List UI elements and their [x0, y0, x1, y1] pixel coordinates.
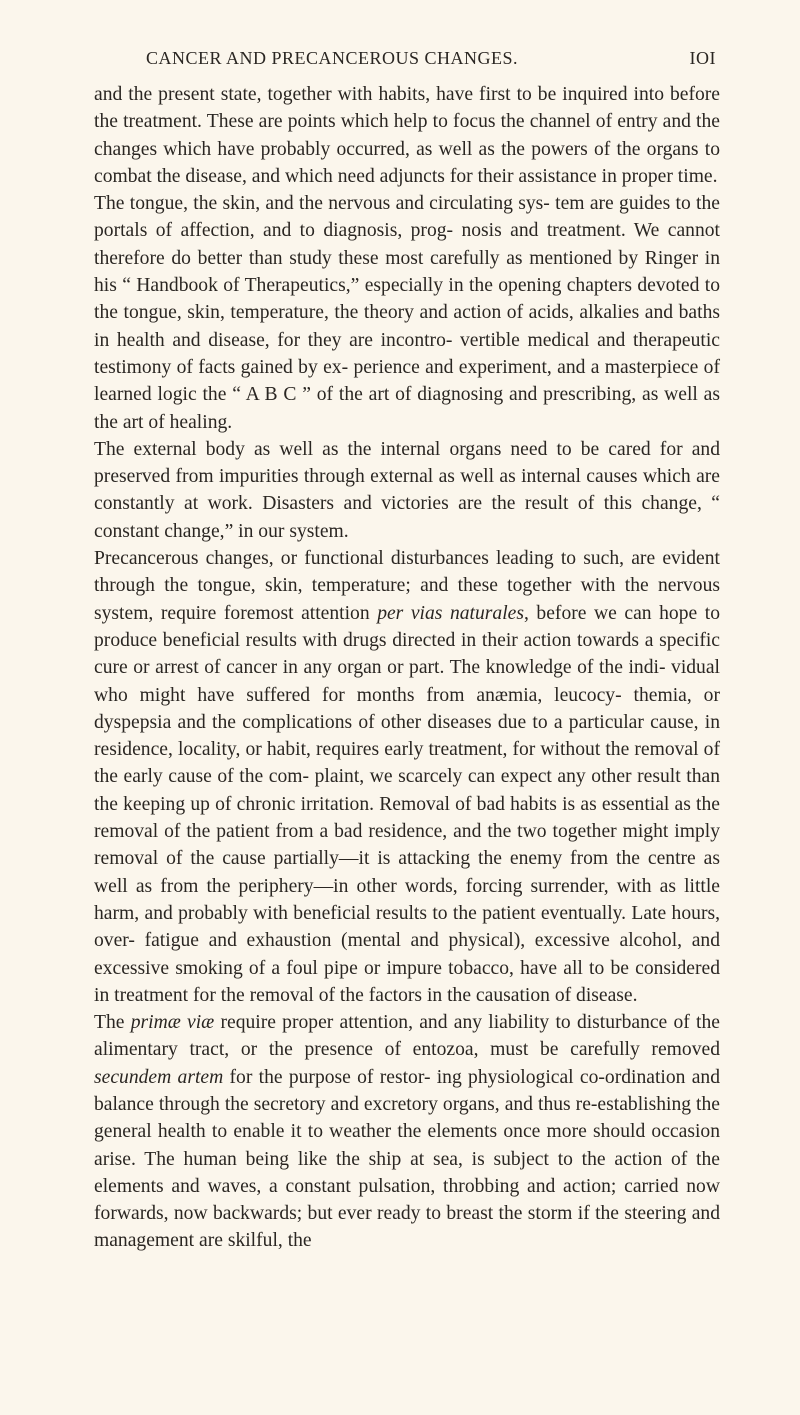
text-run: The external body as well as the internal organs need to be cared for and preserved from impurities through external as well as internal causes which are constantly at work. Disasters and victories are the result of this change, “ constant change,” in our system. — [94, 438, 720, 542]
text-run: The — [94, 1012, 131, 1034]
paragraph — [94, 1009, 720, 1255]
book-page — [94, 38, 720, 1255]
body-text — [94, 81, 720, 1255]
italic-text: per vias naturales — [377, 602, 524, 624]
italic-text: secundem artem — [94, 1066, 224, 1088]
text-run: for the purpose of restor- ing physiological co-ordination and balance through the secretory and excretory organs, and thus re-establishing the general health to enable it to weather the elements once more should occasion arise. The human being like the ship at sea, is subject to the action of the elements and waves, a constant pulsation, throbbing and action; carried now forwards, now backwards; but ever ready to breast the storm if the steering and management are skilful, the — [94, 1066, 720, 1252]
paragraph — [94, 545, 720, 1009]
running-title: CANCER AND PRECANCEROUS CHANGES. — [146, 48, 519, 68]
text-run: Precancerous changes, or functional disturbances leading to such, are evident through the tongue, skin, temperature; and these together with the nervous system, require foremost attention — [94, 548, 720, 624]
page-number: IOI — [689, 48, 716, 68]
italic-text: primæ viæ — [130, 1012, 215, 1034]
paragraph — [94, 436, 720, 545]
text-run: , before we can hope to produce beneficial results with drugs directed in their action towards a specific cure or arrest of cancer in any organ or part. The knowledge of the indi- vidual who might have suffered for months from anæmia, leucocy- themia, or dyspepsia and the complications of other diseases due to a particular cause, in residence, locality, or habit, requires early treatment, for without the removal of the early cause of the com- plaint, we scarcely can expect any other result than the keeping up of chronic irritation. Removal of bad habits is as essential as the removal of the patient from a bad residence, and the two together might imply removal of the cause partially—it is attacking the enemy from the centre as well as from the periphery—in other words, forcing surrender, with as little harm, and probably with beneficial results to the patient eventually. Late hours, over- fatigue and exhaustion (mental and physical), excessive alcohol, and excessive smoking of a foul pipe or impure tobacco, have all to be considered in treatment for the removal of the factors in the causation of disease. — [94, 602, 720, 1006]
page-header — [94, 38, 720, 68]
paragraph — [94, 81, 720, 190]
text-run: require proper attention, and any liability to disturbance of the alimentary tract, or the presence of entozoa, must be carefully removed — [94, 1012, 720, 1061]
paragraph — [94, 190, 720, 436]
text-run: and the present state, together with habits, have first to be inquired into before the treatment. These are points which help to focus the channel of entry and the changes which have probably occurred, as well as the powers of the organs to combat the disease, and which need adjuncts for their assistance in proper time. — [94, 84, 720, 187]
text-run: The tongue, the skin, and the nervous and circulating sys- tem are guides to the portals of affection, and to diagnosis, prog- nosis and treatment. We cannot therefore do better than study these most carefully as mentioned by Ringer in his “ Handbook of Therapeutics,” especially in the opening chapters devoted to the tongue, skin, temperature, the theory and action of acids, alkalies and baths in health and disease, for they are incontro- vertible medical and therapeutic testimony of facts gained by ex- perience and experiment, and a masterpiece of learned logic the “ A B C ” of the art of diagnosing and prescribing, as well as the art of healing. — [94, 193, 720, 433]
